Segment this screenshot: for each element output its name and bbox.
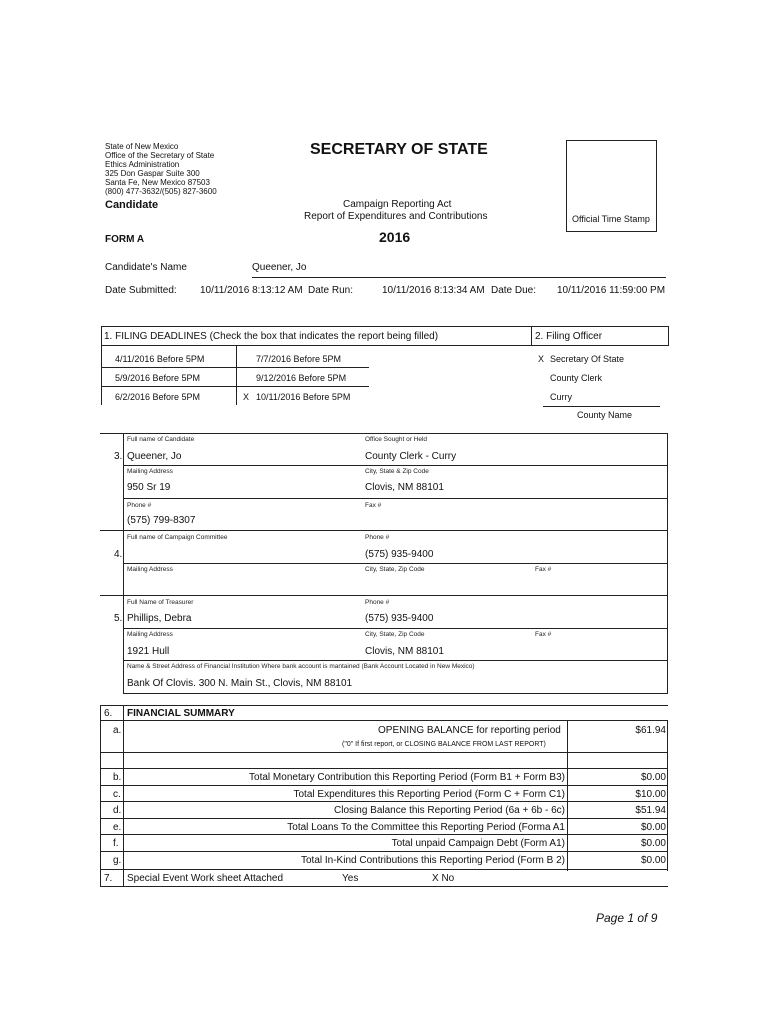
candidate-city-value: Clovis, NM 88101 <box>365 482 444 493</box>
agency-line: Ethics Administration <box>105 160 180 169</box>
officer-check-mark: X <box>538 354 545 364</box>
special-event-yes[interactable]: Yes <box>342 873 359 884</box>
bank-value: Bank Of Clovis. 300 N. Main St., Clovis, NM 88101 <box>127 678 353 689</box>
grid-top-line <box>100 433 668 434</box>
grid-bottom-line <box>123 693 668 694</box>
agency-address-block <box>105 142 217 196</box>
committee-mailing-label: Mailing Address <box>127 566 173 573</box>
special-event-no[interactable]: X No <box>432 873 455 884</box>
candidate-name-underline <box>252 277 666 278</box>
filing-divider <box>531 326 532 345</box>
summary-line <box>100 818 668 819</box>
deadlines-left-border <box>101 345 102 405</box>
treasurer-name-label: Full Name of Treasurer <box>127 599 194 606</box>
grid-right-border <box>667 433 668 693</box>
summary-line <box>100 834 668 835</box>
row-label: Total Expenditures this Reporting Period (Form C + Form C1) <box>293 789 565 800</box>
agency-line: Santa Fe, New Mexico 87503 <box>105 178 210 187</box>
act-line-2: Report of Expenditures and Contributions <box>304 211 488 222</box>
summary-line <box>100 752 668 753</box>
summary-line <box>100 801 668 802</box>
row-value: $0.00 <box>640 822 666 833</box>
summary-header-line <box>100 720 668 721</box>
deadline-option[interactable]: 9/12/2016 Before 5PM <box>256 373 347 383</box>
section-7-number: 7. <box>104 873 113 884</box>
row-label: Total In-Kind Contributions this Reporting Period (Form B 2) <box>300 855 565 866</box>
section-4-number: 4. <box>114 549 123 560</box>
committee-name-label: Full name of Campaign Committee <box>127 534 228 541</box>
opening-balance-note: ("0" If first report, or CLOSING BALANCE FROM LAST REPORT) <box>342 741 546 748</box>
filing-deadlines-heading: 1. FILING DEADLINES (Check the box that indicates the report being filled) <box>104 331 439 342</box>
deadlines-mid-border <box>236 345 237 405</box>
grid-line <box>100 530 668 531</box>
row-letter: e. <box>113 822 122 833</box>
time-stamp-label: Official Time Stamp <box>572 214 650 224</box>
county-name-value: Curry <box>550 392 572 402</box>
treasurer-name-value: Phillips, Debra <box>127 613 192 624</box>
candidate-fax-label: Fax # <box>365 502 382 509</box>
agency-line: (800) 477-3632/(505) 827-3600 <box>105 187 217 196</box>
summary-line <box>100 869 668 870</box>
candidate-phone-value: (575) 799-8307 <box>127 515 196 526</box>
summary-line <box>100 785 668 786</box>
row-value: $0.00 <box>640 772 666 783</box>
report-year: 2016 <box>379 229 411 245</box>
opening-balance-label: OPENING BALANCE for reporting period <box>378 725 561 736</box>
act-line-1: Campaign Reporting Act <box>343 199 452 210</box>
candidate-mailing-label: Mailing Address <box>127 468 173 475</box>
agency-line: 325 Don Gaspar Suite 300 <box>105 169 200 178</box>
section-3-number: 3. <box>114 451 123 462</box>
row-value: $0.00 <box>640 838 666 849</box>
committee-phone-value: (575) 935-9400 <box>365 549 434 560</box>
row-letter: f. <box>113 838 119 849</box>
summary-right-border <box>667 720 668 871</box>
row-letter: g. <box>113 855 122 866</box>
candidate-full-name-label: Full name of Candidate <box>127 436 195 443</box>
grid-line <box>123 563 667 564</box>
treasurer-city-value: Clovis, NM 88101 <box>365 646 444 657</box>
bank-label: Name & Street Address of Financial Institution Where bank account is mantained (Bank Account Located in New Mexico) <box>127 663 475 670</box>
row-letter: b. <box>113 772 122 783</box>
agency-line: Office of the Secretary of State <box>105 151 215 160</box>
officer-option-selected[interactable]: Secretary Of State <box>550 354 625 364</box>
deadline-option[interactable]: 4/11/2016 Before 5PM <box>115 354 205 364</box>
section-6-number: 6. <box>104 708 113 719</box>
candidate-name-label: Candidate's Name <box>105 262 187 273</box>
row-letter: d. <box>113 805 122 816</box>
section-5-number: 5. <box>114 613 123 624</box>
summary-line <box>100 851 668 852</box>
date-due-value: 10/11/2016 11:59:00 PM <box>557 285 666 296</box>
candidate-mailing-value: 950 Sr 19 <box>127 482 171 493</box>
summary-bottom-line <box>100 886 668 887</box>
county-underline <box>543 406 660 407</box>
candidate-phone-label: Phone # <box>127 502 152 509</box>
row-label: Total unpaid Campaign Debt (Form A1) <box>391 838 565 849</box>
treasurer-phone-label: Phone # <box>365 599 390 606</box>
row-value: $51.94 <box>635 805 666 816</box>
candidate-name-value: Queener, Jo <box>252 262 307 273</box>
summary-left-border <box>100 705 101 887</box>
committee-phone-label: Phone # <box>365 534 390 541</box>
office-sought-value: County Clerk - Curry <box>365 451 457 462</box>
special-event-label: Special Event Work sheet Attached <box>127 873 284 884</box>
grid-line <box>123 465 667 466</box>
deadlines-row-line <box>101 367 369 368</box>
date-run-label: Date Run: <box>308 285 354 296</box>
treasurer-city-label: City, State, Zip Code <box>365 631 425 638</box>
summary-top-line <box>100 705 668 706</box>
summary-line <box>100 768 668 769</box>
office-sought-label: Office Sought or Held <box>365 436 428 443</box>
row-label: Total Monetary Contribution this Reporting Period (Form B1 + Form B3) <box>249 772 565 783</box>
deadline-option[interactable]: 6/2/2016 Before 5PM <box>115 392 201 402</box>
date-due-label: Date Due: <box>491 285 537 296</box>
agency-line: State of New Mexico <box>105 142 179 151</box>
committee-fax-label: Fax # <box>535 566 552 573</box>
opening-letter: a. <box>113 725 122 736</box>
officer-option[interactable]: County Clerk <box>550 373 603 383</box>
grid-line <box>123 498 667 499</box>
treasurer-mailing-value: 1921 Hull <box>127 646 170 657</box>
date-submitted-label: Date Submitted: <box>105 285 177 296</box>
date-submitted-value: 10/11/2016 8:13:12 AM <box>200 285 303 296</box>
treasurer-mailing-label: Mailing Address <box>127 631 173 638</box>
grid-line <box>100 595 668 596</box>
deadline-check-mark: X <box>243 392 250 402</box>
row-value: $10.00 <box>635 789 666 800</box>
deadlines-row-line <box>101 386 369 387</box>
deadline-option-selected[interactable]: 10/11/2016 Before 5PM <box>256 392 351 402</box>
candidate-city-label: City, State & Zip Code <box>365 468 429 475</box>
deadline-option[interactable]: 5/9/2016 Before 5PM <box>115 373 201 383</box>
grid-line <box>123 628 667 629</box>
form-label: FORM A <box>105 234 145 245</box>
row-value: $0.00 <box>640 855 666 866</box>
grid-line <box>123 660 667 661</box>
row-label: Closing Balance this Reporting Period (6a + 6b - 6c) <box>334 805 565 816</box>
page-number: Page 1 of 9 <box>596 911 658 925</box>
treasurer-fax-label: Fax # <box>535 631 552 638</box>
deadline-option[interactable]: 7/7/2016 Before 5PM <box>256 354 342 364</box>
date-run-value: 10/11/2016 8:13:34 AM <box>382 285 485 296</box>
filing-officer-heading: 2. Filing Officer <box>535 331 603 342</box>
county-name-label: County Name <box>577 410 633 420</box>
row-label: Total Loans To the Committee this Reporting Period (Forma A1 <box>287 822 565 833</box>
page-title: SECRETARY OF STATE <box>310 141 488 158</box>
opening-balance-value: $61.94 <box>635 725 666 736</box>
time-stamp-box <box>566 140 657 232</box>
committee-city-label: City, State, Zip Code <box>365 566 425 573</box>
candidate-heading: Candidate <box>105 199 159 211</box>
row-letter: c. <box>113 789 121 800</box>
financial-summary-heading: FINANCIAL SUMMARY <box>127 708 235 719</box>
treasurer-phone-value: (575) 935-9400 <box>365 613 434 624</box>
candidate-full-name-value: Queener, Jo <box>127 451 182 462</box>
